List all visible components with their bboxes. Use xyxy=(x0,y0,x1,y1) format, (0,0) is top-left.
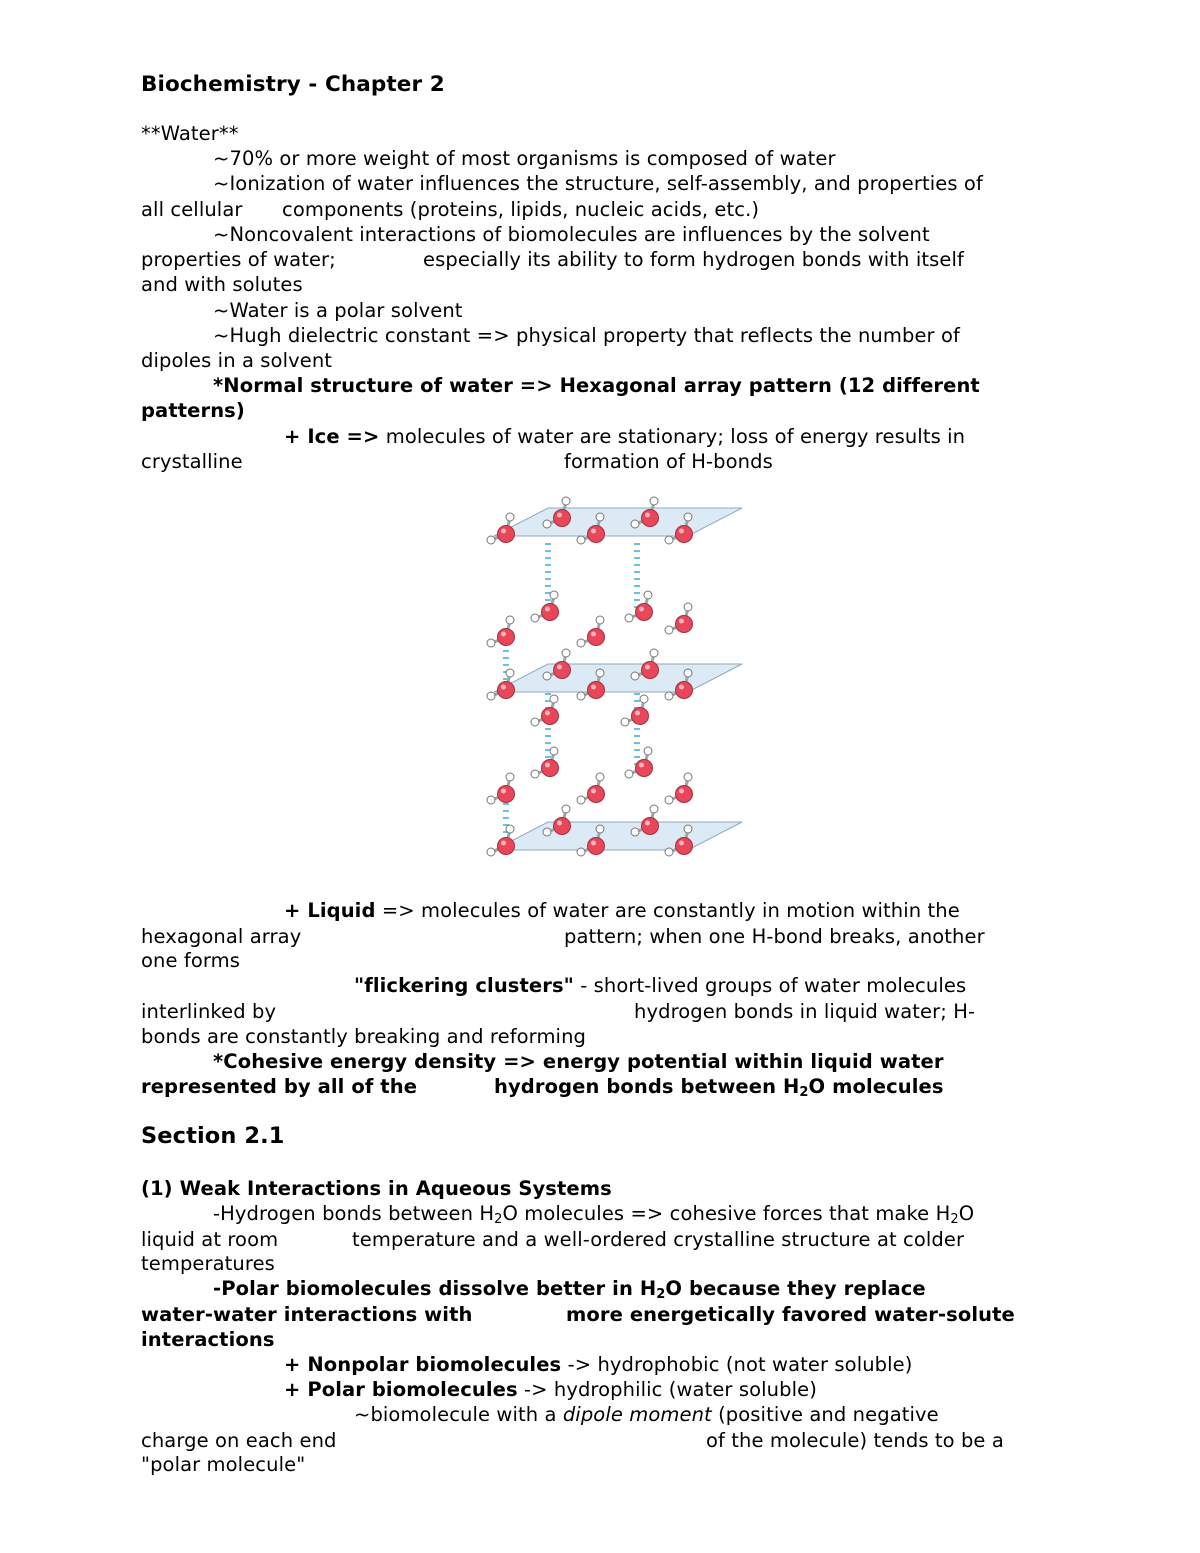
ice-line-2b: formation of H-bonds xyxy=(564,450,773,473)
dipole-line-2b: of the molecule) tends to be a xyxy=(706,1429,1004,1452)
hydrogen-atom xyxy=(506,825,514,833)
oxygen-atom xyxy=(554,510,571,527)
subscript-2: 2 xyxy=(799,1085,809,1100)
flickering-line-3: bonds are constantly breaking and reforming xyxy=(141,1025,587,1048)
oxygen-atom xyxy=(588,838,605,855)
atom-highlight xyxy=(501,685,506,690)
hydrogen-atom xyxy=(684,773,692,781)
hydrogen-atom xyxy=(487,796,495,804)
atom-highlight xyxy=(545,711,550,716)
hbond-line-2b: temperature and a well-ordered crystalline structure at colder xyxy=(352,1228,965,1251)
water-heading: **Water** xyxy=(141,122,239,145)
hydrogen-atom xyxy=(665,536,673,544)
hbond-line-3: temperatures xyxy=(141,1252,275,1275)
atom-highlight xyxy=(501,632,506,637)
dipole-line-2a: charge on each end xyxy=(141,1429,337,1452)
atom-highlight xyxy=(557,513,562,518)
hydrogen-atom xyxy=(577,796,585,804)
hydrogen-atom xyxy=(550,591,558,599)
hbond-text-3: O xyxy=(958,1202,975,1225)
hydrogen-atom xyxy=(543,672,551,680)
atom-highlight xyxy=(591,789,596,794)
hydrogen-atom xyxy=(577,536,585,544)
oxygen-atom xyxy=(498,682,515,699)
hydrogen-atom xyxy=(631,828,639,836)
hydrogen-atom xyxy=(562,649,570,657)
hydrogen-atom xyxy=(543,828,551,836)
hydrogen-atom xyxy=(665,692,673,700)
document-title: Biochemistry - Chapter 2 xyxy=(141,72,445,97)
atom-highlight xyxy=(679,685,684,690)
oxygen-atom xyxy=(636,760,653,777)
polar-bio-text: -> hydrophilic (water soluble) xyxy=(517,1378,817,1401)
oxygen-atom xyxy=(498,526,515,543)
liquid-line-2a: hexagonal array xyxy=(141,925,302,948)
atom-highlight xyxy=(501,529,506,534)
hydrogen-atom xyxy=(550,747,558,755)
hydrogen-atom xyxy=(577,692,585,700)
hbond-line-1 xyxy=(213,1201,974,1226)
hydrogen-atom xyxy=(684,513,692,521)
oxygen-atom xyxy=(636,604,653,621)
atom-highlight xyxy=(591,685,596,690)
hydrogen-atom xyxy=(684,603,692,611)
liquid-label: + Liquid xyxy=(284,899,376,922)
cohesive-line-2b xyxy=(494,1074,944,1099)
cohesive-text-end: O molecules xyxy=(808,1075,944,1098)
oxygen-atom xyxy=(498,838,515,855)
hydrogen-atom xyxy=(650,497,658,505)
dipole-line-3: "polar molecule" xyxy=(141,1453,306,1476)
atom-highlight xyxy=(591,529,596,534)
hydrogen-atom xyxy=(487,639,495,647)
atom-highlight xyxy=(545,607,550,612)
hydrogen-atom xyxy=(531,718,539,726)
atom-highlight xyxy=(635,711,640,716)
atom-highlight xyxy=(639,607,644,612)
flickering-line-1 xyxy=(354,973,966,998)
liquid-line-1 xyxy=(284,898,960,923)
hydrogen-atom xyxy=(684,669,692,677)
hydrogen-atom xyxy=(596,773,604,781)
hydrogen-atom xyxy=(506,669,514,677)
atom-highlight xyxy=(639,763,644,768)
hydrogen-atom xyxy=(543,520,551,528)
oxygen-atom xyxy=(498,786,515,803)
atom-highlight xyxy=(501,841,506,846)
hydrogen-atom xyxy=(644,747,652,755)
hydrogen-atom xyxy=(625,770,633,778)
oxygen-atom xyxy=(676,616,693,633)
lattice-plane-3 xyxy=(494,822,742,850)
atom-highlight xyxy=(591,632,596,637)
hydrogen-atom xyxy=(596,616,604,624)
normal-structure-line-2: patterns) xyxy=(141,399,245,422)
section-heading: Section 2.1 xyxy=(141,1123,285,1149)
hbond-text-1: -Hydrogen bonds between H xyxy=(213,1202,495,1225)
hydrogen-atom xyxy=(625,614,633,622)
hydrogen-atom xyxy=(631,672,639,680)
atom-highlight xyxy=(557,821,562,826)
hbond-text-2: O molecules => cohesive forces that make H xyxy=(502,1202,951,1225)
hydrogen-atom xyxy=(684,825,692,833)
atom-highlight xyxy=(645,821,650,826)
water-fact-3-line-3: and with solutes xyxy=(141,273,303,296)
oxygen-atom xyxy=(676,526,693,543)
cohesive-text: hydrogen bonds between H xyxy=(494,1075,800,1098)
flickering-text: - short-lived groups of water molecules xyxy=(573,974,967,997)
hydrogen-atom xyxy=(596,669,604,677)
hydrogen-atom xyxy=(487,848,495,856)
hydrogen-atom xyxy=(621,718,629,726)
polar-line-3: interactions xyxy=(141,1328,275,1351)
oxygen-atom xyxy=(554,818,571,835)
nonpolar-text: -> hydrophobic (not water soluble) xyxy=(561,1353,913,1376)
hydrogen-atom xyxy=(650,805,658,813)
atom-highlight xyxy=(679,529,684,534)
hydrogen-atom xyxy=(506,513,514,521)
hydrogen-atom xyxy=(665,848,673,856)
atom-highlight xyxy=(679,619,684,624)
hbond-line-2a: liquid at room xyxy=(141,1228,279,1251)
lattice-plane-1 xyxy=(494,508,742,536)
hydrogen-atom xyxy=(531,770,539,778)
water-fact-2-line-2b: components (proteins, lipids, nucleic acids, etc.) xyxy=(282,198,760,221)
flickering-line-2b: hydrogen bonds in liquid water; H- xyxy=(634,1000,976,1023)
flickering-label: "flickering clusters" xyxy=(354,974,574,997)
atom-highlight xyxy=(545,763,550,768)
subscript-2: 2 xyxy=(950,1212,959,1227)
dipole-text-pre: ~biomolecule with a xyxy=(354,1403,563,1426)
hydrogen-atom xyxy=(665,796,673,804)
oxygen-atom xyxy=(632,708,649,725)
cohesive-line-1: *Cohesive energy density => energy potential within liquid water xyxy=(213,1050,944,1073)
hydrogen-atom xyxy=(550,695,558,703)
ice-label: + Ice => xyxy=(284,425,380,448)
oxygen-atom xyxy=(498,629,515,646)
oxygen-atom xyxy=(676,786,693,803)
atom-highlight xyxy=(645,513,650,518)
polar-line-1 xyxy=(213,1276,926,1301)
hydrogen-atom xyxy=(487,536,495,544)
oxygen-atom xyxy=(642,510,659,527)
water-fact-3-line-1: ~Noncovalent interactions of biomolecules are influences by the solvent xyxy=(213,223,930,246)
oxygen-atom xyxy=(588,786,605,803)
water-fact-2-line-1: ~Ionization of water influences the structure, self-assembly, and properties of xyxy=(213,172,983,195)
water-fact-4: ~Water is a polar solvent xyxy=(213,299,463,322)
lattice-plane-2 xyxy=(494,664,742,692)
atom-highlight xyxy=(645,665,650,670)
oxygen-atom xyxy=(676,682,693,699)
hydrogen-atom xyxy=(644,591,652,599)
polar-bio-label: + Polar biomolecules xyxy=(284,1378,518,1401)
atom-highlight xyxy=(679,841,684,846)
hydrogen-atom xyxy=(577,639,585,647)
nonpolar-label: + Nonpolar biomolecules xyxy=(284,1353,562,1376)
oxygen-atom xyxy=(542,604,559,621)
water-fact-5-line-1: ~Hugh dielectric constant => physical property that reflects the number of xyxy=(213,324,960,347)
atom-highlight xyxy=(557,665,562,670)
subscript-2: 2 xyxy=(494,1212,503,1227)
cohesive-line-2a: represented by all of the xyxy=(141,1075,418,1098)
oxygen-atom xyxy=(642,662,659,679)
water-fact-3-line-2a: properties of water; xyxy=(141,248,336,271)
dipole-line-1 xyxy=(354,1402,939,1427)
subsection-heading: (1) Weak Interactions in Aqueous Systems xyxy=(141,1177,612,1200)
atom-highlight xyxy=(591,841,596,846)
water-fact-1: ~70% or more weight of most organisms is composed of water xyxy=(213,147,836,170)
oxygen-atom xyxy=(542,760,559,777)
oxygen-atom xyxy=(588,526,605,543)
hydrogen-atom xyxy=(665,626,673,634)
oxygen-atom xyxy=(542,708,559,725)
flickering-line-2a: interlinked by xyxy=(141,1000,277,1023)
nonpolar-line xyxy=(284,1352,912,1377)
water-fact-2-line-2a: all cellular xyxy=(141,198,243,221)
hydrogen-atom xyxy=(631,520,639,528)
hydrogen-atom xyxy=(506,616,514,624)
liquid-text: => molecules of water are constantly in motion within the xyxy=(375,899,960,922)
normal-structure-line-1: *Normal structure of water => Hexagonal array pattern (12 different xyxy=(213,374,980,397)
hydrogen-atom xyxy=(640,695,648,703)
polar-text-2: O because they replace xyxy=(665,1277,926,1300)
hydrogen-atom xyxy=(562,805,570,813)
hydrogen-atom xyxy=(487,692,495,700)
oxygen-atom xyxy=(588,629,605,646)
ice-line-2a: crystalline xyxy=(141,450,243,473)
liquid-line-2b: pattern; when one H-bond breaks, another xyxy=(564,925,985,948)
dipole-text-post: (positive and negative xyxy=(711,1403,939,1426)
atom-highlight xyxy=(679,789,684,794)
oxygen-atom xyxy=(676,838,693,855)
hydrogen-atom xyxy=(577,848,585,856)
oxygen-atom xyxy=(554,662,571,679)
hydrogen-atom xyxy=(596,825,604,833)
liquid-line-3: one forms xyxy=(141,949,241,972)
hydrogen-atom xyxy=(596,513,604,521)
polar-text-1: -Polar biomolecules dissolve better in H xyxy=(213,1277,657,1300)
hydrogen-atom xyxy=(562,497,570,505)
subscript-2: 2 xyxy=(656,1287,666,1302)
oxygen-atom xyxy=(588,682,605,699)
hydrogen-atom xyxy=(506,773,514,781)
dipole-term: dipole moment xyxy=(562,1403,712,1426)
atom-highlight xyxy=(501,789,506,794)
oxygen-atom xyxy=(642,818,659,835)
hydrogen-atom xyxy=(650,649,658,657)
water-fact-3-line-2b: especially its ability to form hydrogen bonds with itself xyxy=(423,248,964,271)
ice-text: molecules of water are stationary; loss of energy results in xyxy=(379,425,966,448)
hydrogen-atom xyxy=(531,614,539,622)
polar-line-2a: water-water interactions with xyxy=(141,1303,473,1326)
ice-line-1 xyxy=(284,424,965,449)
ice-lattice-figure xyxy=(484,484,748,864)
polar-line-2b: more energetically favored water-solute xyxy=(566,1303,1015,1326)
water-fact-5-line-2: dipoles in a solvent xyxy=(141,349,333,372)
polar-bio-line xyxy=(284,1377,817,1402)
